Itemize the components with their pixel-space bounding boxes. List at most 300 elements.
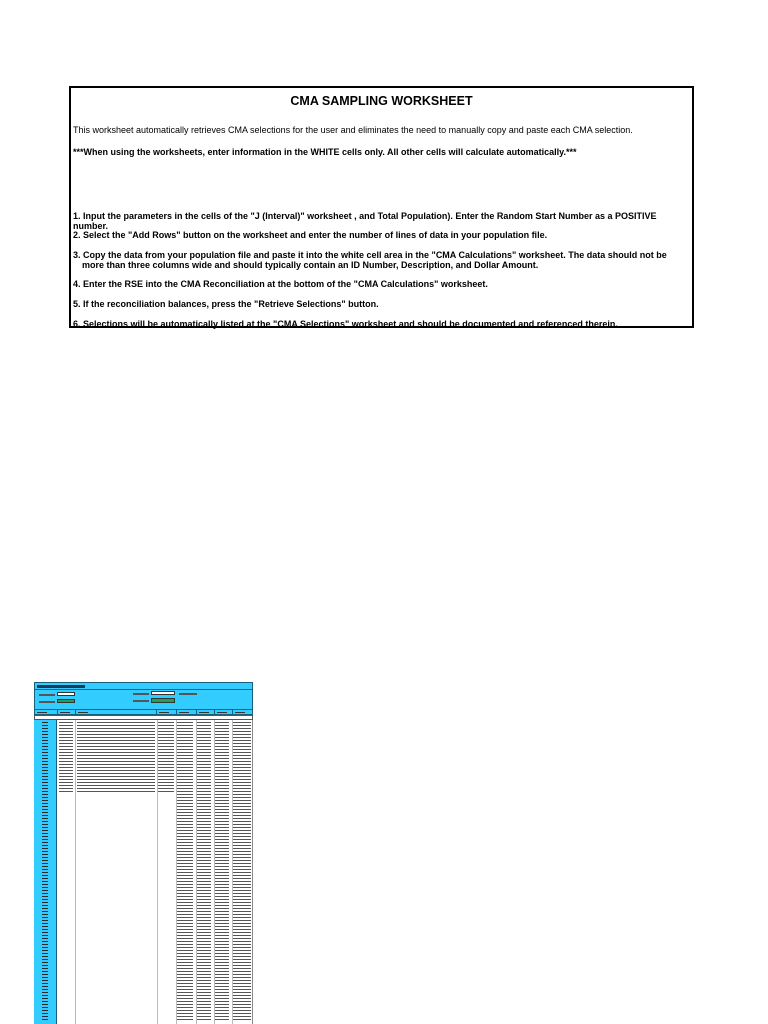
intro-text: This worksheet automatically retrieves CMA selections for the user and eliminates the need to manually copy and paste each CMA selection. bbox=[73, 125, 633, 135]
cell-value-placeholder bbox=[233, 740, 251, 741]
row-number-placeholder bbox=[42, 866, 48, 867]
cell-value-placeholder bbox=[215, 998, 229, 999]
cell-value-placeholder bbox=[215, 887, 229, 888]
cell-value-placeholder bbox=[59, 788, 73, 789]
cell-value-placeholder bbox=[197, 977, 211, 978]
cell-value-placeholder bbox=[177, 989, 193, 990]
row-number-placeholder bbox=[42, 947, 48, 948]
cell-value-placeholder bbox=[233, 1010, 251, 1011]
cell-value-placeholder bbox=[177, 860, 193, 861]
cell-value-placeholder bbox=[233, 827, 251, 828]
cell-value-placeholder bbox=[233, 767, 251, 768]
cell-value-placeholder bbox=[233, 785, 251, 786]
cell-value-placeholder bbox=[158, 752, 174, 753]
cell-value-placeholder bbox=[77, 779, 155, 780]
cell-value-placeholder bbox=[215, 923, 229, 924]
step-5-text: 5. If the reconciliation balances, press the "Retrieve Selections" button. bbox=[73, 299, 379, 309]
cell-value-placeholder bbox=[77, 737, 155, 738]
row-number-placeholder bbox=[42, 851, 48, 852]
cell-value-placeholder bbox=[197, 881, 211, 882]
cell-value-placeholder bbox=[215, 773, 229, 774]
cell-value-placeholder bbox=[215, 1007, 229, 1008]
cell-value-placeholder bbox=[215, 971, 229, 972]
cell-value-placeholder bbox=[215, 1016, 229, 1017]
cell-value-placeholder bbox=[197, 908, 211, 909]
cell-value-placeholder bbox=[215, 989, 229, 990]
cell-value-placeholder bbox=[197, 890, 211, 891]
cell-value-placeholder bbox=[177, 743, 193, 744]
cell-value-placeholder bbox=[177, 911, 193, 912]
cell-value-placeholder bbox=[197, 845, 211, 846]
param-label bbox=[179, 693, 197, 695]
cell-value-placeholder bbox=[59, 746, 73, 747]
cell-value-placeholder bbox=[177, 998, 193, 999]
cell-value-placeholder bbox=[215, 851, 229, 852]
cell-value-placeholder bbox=[233, 884, 251, 885]
cell-value-placeholder bbox=[177, 938, 193, 939]
cell-value-placeholder bbox=[233, 845, 251, 846]
cell-value-placeholder bbox=[177, 830, 193, 831]
cell-value-placeholder bbox=[77, 758, 155, 759]
cell-value-placeholder bbox=[215, 803, 229, 804]
cell-value-placeholder bbox=[233, 1016, 251, 1017]
cell-value-placeholder bbox=[59, 752, 73, 753]
cell-value-placeholder bbox=[177, 737, 193, 738]
param-input-cell[interactable] bbox=[57, 692, 75, 696]
cell-value-placeholder bbox=[233, 851, 251, 852]
step-6-text: 6. Selections will be automatically listed at the "CMA Selections" worksheet and should be documented and referenced therein. bbox=[73, 319, 618, 329]
cell-value-placeholder bbox=[233, 914, 251, 915]
row-number-placeholder bbox=[42, 992, 48, 993]
row-number-placeholder bbox=[42, 911, 48, 912]
cell-value-placeholder bbox=[59, 740, 73, 741]
cell-value-placeholder bbox=[233, 896, 251, 897]
row-number-placeholder bbox=[42, 842, 48, 843]
sheet-title-placeholder bbox=[37, 685, 85, 688]
cell-value-placeholder bbox=[158, 731, 174, 732]
cell-value-placeholder bbox=[177, 815, 193, 816]
cell-value-placeholder bbox=[59, 737, 73, 738]
cell-value-placeholder bbox=[197, 767, 211, 768]
cell-value-placeholder bbox=[233, 995, 251, 996]
cell-value-placeholder bbox=[158, 782, 174, 783]
cell-value-placeholder bbox=[177, 803, 193, 804]
cell-value-placeholder bbox=[215, 935, 229, 936]
cell-value-placeholder bbox=[215, 734, 229, 735]
cell-value-placeholder bbox=[215, 992, 229, 993]
row-number-placeholder bbox=[42, 818, 48, 819]
cell-value-placeholder bbox=[233, 926, 251, 927]
cell-value-placeholder bbox=[197, 740, 211, 741]
cell-value-placeholder bbox=[197, 848, 211, 849]
cell-value-placeholder bbox=[177, 878, 193, 879]
cell-value-placeholder bbox=[215, 827, 229, 828]
cell-value-placeholder bbox=[158, 773, 174, 774]
cell-value-placeholder bbox=[233, 869, 251, 870]
cell-value-placeholder bbox=[197, 968, 211, 969]
cell-value-placeholder bbox=[59, 761, 73, 762]
cell-value-placeholder bbox=[215, 824, 229, 825]
row-number-placeholder bbox=[42, 800, 48, 801]
cell-value-placeholder bbox=[177, 734, 193, 735]
row-number-placeholder bbox=[42, 926, 48, 927]
cell-value-placeholder bbox=[215, 956, 229, 957]
row-number-placeholder bbox=[42, 962, 48, 963]
cell-value-placeholder bbox=[177, 845, 193, 846]
row-number-placeholder bbox=[42, 767, 48, 768]
cell-value-placeholder bbox=[197, 722, 211, 723]
row-number-placeholder bbox=[42, 755, 48, 756]
cell-value-placeholder bbox=[197, 935, 211, 936]
cell-value-placeholder bbox=[197, 830, 211, 831]
cell-value-placeholder bbox=[59, 734, 73, 735]
cell-value-placeholder bbox=[197, 1019, 211, 1020]
cell-value-placeholder bbox=[177, 914, 193, 915]
cell-value-placeholder bbox=[233, 770, 251, 771]
param-highlight-cell bbox=[57, 699, 75, 703]
cell-value-placeholder bbox=[177, 767, 193, 768]
cell-value-placeholder bbox=[233, 743, 251, 744]
cell-value-placeholder bbox=[177, 791, 193, 792]
cell-value-placeholder bbox=[215, 884, 229, 885]
cell-value-placeholder bbox=[215, 872, 229, 873]
cell-value-placeholder bbox=[233, 800, 251, 801]
row-number-placeholder bbox=[42, 776, 48, 777]
cell-value-placeholder bbox=[197, 824, 211, 825]
cell-value-placeholder bbox=[233, 788, 251, 789]
cell-value-placeholder bbox=[59, 758, 73, 759]
cell-value-placeholder bbox=[233, 806, 251, 807]
step-3-text: 3. Copy the data from your population file and paste it into the white cell area in the "CMA Calculations" worksheet. The data should not be bbox=[73, 250, 667, 260]
cell-value-placeholder bbox=[233, 965, 251, 966]
row-number-placeholder bbox=[42, 1013, 48, 1014]
grid-column-line bbox=[157, 720, 158, 1024]
cell-value-placeholder bbox=[197, 983, 211, 984]
cell-value-placeholder bbox=[158, 740, 174, 741]
cell-value-placeholder bbox=[233, 923, 251, 924]
cell-value-placeholder bbox=[197, 950, 211, 951]
cell-value-placeholder bbox=[197, 887, 211, 888]
cell-value-placeholder bbox=[197, 1007, 211, 1008]
cell-value-placeholder bbox=[177, 893, 193, 894]
cell-value-placeholder bbox=[215, 767, 229, 768]
cell-value-placeholder bbox=[197, 884, 211, 885]
cell-value-placeholder bbox=[233, 731, 251, 732]
cell-value-placeholder bbox=[197, 986, 211, 987]
cell-value-placeholder bbox=[233, 782, 251, 783]
cell-value-placeholder bbox=[177, 776, 193, 777]
cell-value-placeholder bbox=[233, 980, 251, 981]
cell-value-placeholder bbox=[59, 764, 73, 765]
cell-value-placeholder bbox=[233, 911, 251, 912]
cell-value-placeholder bbox=[233, 983, 251, 984]
row-number-placeholder bbox=[42, 773, 48, 774]
cell-value-placeholder bbox=[233, 758, 251, 759]
param-label bbox=[133, 693, 149, 695]
cell-value-placeholder bbox=[233, 950, 251, 951]
cell-value-placeholder bbox=[233, 947, 251, 948]
row-number-placeholder bbox=[42, 863, 48, 864]
row-number-placeholder bbox=[42, 728, 48, 729]
cell-value-placeholder bbox=[177, 794, 193, 795]
cell-value-placeholder bbox=[233, 797, 251, 798]
cell-value-placeholder bbox=[197, 878, 211, 879]
cell-value-placeholder bbox=[177, 1004, 193, 1005]
cell-value-placeholder bbox=[197, 803, 211, 804]
cell-value-placeholder bbox=[233, 917, 251, 918]
cell-value-placeholder bbox=[197, 1010, 211, 1011]
cell-value-placeholder bbox=[177, 869, 193, 870]
cell-value-placeholder bbox=[77, 767, 155, 768]
cell-value-placeholder bbox=[197, 944, 211, 945]
row-number-placeholder bbox=[42, 1016, 48, 1017]
cell-value-placeholder bbox=[197, 800, 211, 801]
cell-value-placeholder bbox=[215, 752, 229, 753]
cell-value-placeholder bbox=[177, 764, 193, 765]
grid-column-line bbox=[75, 720, 76, 1024]
cell-value-placeholder bbox=[215, 1004, 229, 1005]
cell-value-placeholder bbox=[197, 782, 211, 783]
cell-value-placeholder bbox=[158, 743, 174, 744]
cell-value-placeholder bbox=[233, 932, 251, 933]
cell-value-placeholder bbox=[177, 962, 193, 963]
cell-value-placeholder bbox=[215, 959, 229, 960]
cell-value-placeholder bbox=[177, 890, 193, 891]
cell-value-placeholder bbox=[177, 839, 193, 840]
row-number-placeholder bbox=[42, 977, 48, 978]
cell-value-placeholder bbox=[215, 899, 229, 900]
cell-value-placeholder bbox=[177, 947, 193, 948]
cell-value-placeholder bbox=[158, 779, 174, 780]
row-number-placeholder bbox=[42, 737, 48, 738]
cell-value-placeholder bbox=[77, 731, 155, 732]
row-number-placeholder bbox=[42, 929, 48, 930]
cell-value-placeholder bbox=[177, 779, 193, 780]
cell-value-placeholder bbox=[233, 1007, 251, 1008]
cell-value-placeholder bbox=[177, 848, 193, 849]
row-number-placeholder bbox=[42, 950, 48, 951]
cell-value-placeholder bbox=[215, 929, 229, 930]
cell-value-placeholder bbox=[158, 725, 174, 726]
cell-value-placeholder bbox=[77, 755, 155, 756]
cell-value-placeholder bbox=[77, 743, 155, 744]
cell-value-placeholder bbox=[59, 776, 73, 777]
cell-value-placeholder bbox=[197, 914, 211, 915]
cell-value-placeholder bbox=[177, 824, 193, 825]
cell-value-placeholder bbox=[233, 815, 251, 816]
cell-value-placeholder bbox=[215, 920, 229, 921]
cell-value-placeholder bbox=[233, 830, 251, 831]
step-3 bbox=[73, 250, 667, 270]
cell-value-placeholder bbox=[215, 908, 229, 909]
cell-value-placeholder bbox=[59, 725, 73, 726]
cell-value-placeholder bbox=[215, 953, 229, 954]
cell-value-placeholder bbox=[233, 803, 251, 804]
cell-value-placeholder bbox=[215, 776, 229, 777]
cell-value-placeholder bbox=[77, 752, 155, 753]
cell-value-placeholder bbox=[233, 977, 251, 978]
row-number-placeholder bbox=[42, 881, 48, 882]
cell-value-placeholder bbox=[233, 725, 251, 726]
cell-value-placeholder bbox=[197, 995, 211, 996]
cell-value-placeholder bbox=[215, 818, 229, 819]
step-2-text: 2. Select the "Add Rows" button on the worksheet and enter the number of lines of data in your population file. bbox=[73, 230, 548, 240]
cell-value-placeholder bbox=[77, 740, 155, 741]
row-number-placeholder bbox=[42, 956, 48, 957]
cell-value-placeholder bbox=[177, 749, 193, 750]
cell-value-placeholder bbox=[77, 764, 155, 765]
row-number-placeholder bbox=[42, 905, 48, 906]
cell-value-placeholder bbox=[215, 866, 229, 867]
cell-value-placeholder bbox=[197, 746, 211, 747]
cell-value-placeholder bbox=[177, 896, 193, 897]
row-number-placeholder bbox=[42, 1010, 48, 1011]
row-number-placeholder bbox=[42, 770, 48, 771]
cell-value-placeholder bbox=[233, 755, 251, 756]
step-4-text: 4. Enter the RSE into the CMA Reconciliation at the bottom of the "CMA Calculations" worksheet. bbox=[73, 279, 488, 289]
spreadsheet-preview bbox=[34, 682, 254, 1024]
cell-value-placeholder bbox=[215, 1013, 229, 1014]
cell-value-placeholder bbox=[197, 953, 211, 954]
cell-value-placeholder bbox=[177, 968, 193, 969]
cell-value-placeholder bbox=[197, 728, 211, 729]
cell-value-placeholder bbox=[77, 734, 155, 735]
cell-value-placeholder bbox=[215, 947, 229, 948]
row-number-placeholder bbox=[42, 899, 48, 900]
cell-value-placeholder bbox=[177, 941, 193, 942]
cell-value-placeholder bbox=[215, 914, 229, 915]
cell-value-placeholder bbox=[197, 737, 211, 738]
cell-value-placeholder bbox=[233, 1001, 251, 1002]
cell-value-placeholder bbox=[177, 836, 193, 837]
cell-value-placeholder bbox=[215, 749, 229, 750]
cell-value-placeholder bbox=[77, 728, 155, 729]
row-number-placeholder bbox=[42, 1004, 48, 1005]
cell-value-placeholder bbox=[233, 941, 251, 942]
cell-value-placeholder bbox=[215, 758, 229, 759]
cell-value-placeholder bbox=[177, 761, 193, 762]
param-input-cell[interactable] bbox=[151, 691, 175, 695]
cell-value-placeholder bbox=[215, 833, 229, 834]
row-number-placeholder bbox=[42, 782, 48, 783]
cell-value-placeholder bbox=[197, 896, 211, 897]
cell-value-placeholder bbox=[177, 746, 193, 747]
step-3-text-continued: more than three columns wide and should typically contain an ID Number, Description, and Dollar Amount. bbox=[82, 260, 539, 270]
row-number-placeholder bbox=[42, 827, 48, 828]
cell-value-placeholder bbox=[77, 791, 155, 792]
row-number-placeholder bbox=[42, 743, 48, 744]
cell-value-placeholder bbox=[215, 725, 229, 726]
step-6 bbox=[73, 319, 618, 329]
cell-value-placeholder bbox=[215, 986, 229, 987]
cell-value-placeholder bbox=[177, 965, 193, 966]
row-number-placeholder bbox=[42, 908, 48, 909]
row-number-placeholder bbox=[42, 764, 48, 765]
row-number-placeholder bbox=[42, 785, 48, 786]
step-1 bbox=[73, 211, 692, 231]
cell-value-placeholder bbox=[197, 1016, 211, 1017]
cell-value-placeholder bbox=[233, 1004, 251, 1005]
sheet-parameter-area bbox=[34, 690, 253, 709]
white-cells-note: ***When using the worksheets, enter information in the WHITE cells only. All other cells will calculate automatically.*** bbox=[73, 147, 577, 157]
cell-value-placeholder bbox=[215, 875, 229, 876]
cell-value-placeholder bbox=[197, 725, 211, 726]
cell-value-placeholder bbox=[215, 770, 229, 771]
row-number-placeholder bbox=[42, 791, 48, 792]
cell-value-placeholder bbox=[177, 872, 193, 873]
row-number-placeholder bbox=[42, 758, 48, 759]
cell-value-placeholder bbox=[177, 980, 193, 981]
row-number-placeholder bbox=[42, 968, 48, 969]
cell-value-placeholder bbox=[215, 980, 229, 981]
cell-value-placeholder bbox=[177, 905, 193, 906]
row-number-placeholder bbox=[42, 896, 48, 897]
cell-value-placeholder bbox=[177, 935, 193, 936]
row-number-placeholder bbox=[42, 1007, 48, 1008]
cell-value-placeholder bbox=[233, 854, 251, 855]
cell-value-placeholder bbox=[177, 788, 193, 789]
row-number-placeholder bbox=[42, 815, 48, 816]
row-number-placeholder bbox=[42, 872, 48, 873]
cell-value-placeholder bbox=[197, 938, 211, 939]
cell-value-placeholder bbox=[233, 971, 251, 972]
row-number-placeholder bbox=[42, 983, 48, 984]
cell-value-placeholder bbox=[215, 950, 229, 951]
cell-value-placeholder bbox=[177, 1001, 193, 1002]
cell-value-placeholder bbox=[233, 962, 251, 963]
cell-value-placeholder bbox=[177, 818, 193, 819]
row-number-placeholder bbox=[42, 932, 48, 933]
cell-value-placeholder bbox=[197, 752, 211, 753]
cell-value-placeholder bbox=[177, 959, 193, 960]
cell-value-placeholder bbox=[215, 911, 229, 912]
row-number-placeholder bbox=[42, 986, 48, 987]
cell-value-placeholder bbox=[233, 944, 251, 945]
cell-value-placeholder bbox=[215, 722, 229, 723]
row-number-placeholder bbox=[42, 725, 48, 726]
cell-value-placeholder bbox=[177, 875, 193, 876]
cell-value-placeholder bbox=[197, 971, 211, 972]
row-number-placeholder bbox=[42, 1001, 48, 1002]
cell-value-placeholder bbox=[177, 926, 193, 927]
cell-value-placeholder bbox=[59, 785, 73, 786]
cell-value-placeholder bbox=[233, 809, 251, 810]
cell-value-placeholder bbox=[233, 890, 251, 891]
cell-value-placeholder bbox=[233, 764, 251, 765]
sheet-data-area bbox=[57, 720, 253, 1024]
sheet-row-numbers bbox=[34, 720, 57, 1024]
step-2 bbox=[73, 230, 547, 240]
cell-value-placeholder bbox=[215, 794, 229, 795]
cell-value-placeholder bbox=[233, 959, 251, 960]
cell-value-placeholder bbox=[158, 734, 174, 735]
cell-value-placeholder bbox=[177, 725, 193, 726]
cell-value-placeholder bbox=[177, 929, 193, 930]
cell-value-placeholder bbox=[233, 761, 251, 762]
cell-value-placeholder bbox=[197, 992, 211, 993]
cell-value-placeholder bbox=[177, 974, 193, 975]
cell-value-placeholder bbox=[177, 854, 193, 855]
cell-value-placeholder bbox=[158, 722, 174, 723]
row-number-placeholder bbox=[42, 731, 48, 732]
row-number-placeholder bbox=[42, 761, 48, 762]
cell-value-placeholder bbox=[197, 1013, 211, 1014]
cell-value-placeholder bbox=[233, 836, 251, 837]
cell-value-placeholder bbox=[233, 728, 251, 729]
cell-value-placeholder bbox=[59, 773, 73, 774]
cell-value-placeholder bbox=[177, 812, 193, 813]
cell-value-placeholder bbox=[197, 911, 211, 912]
